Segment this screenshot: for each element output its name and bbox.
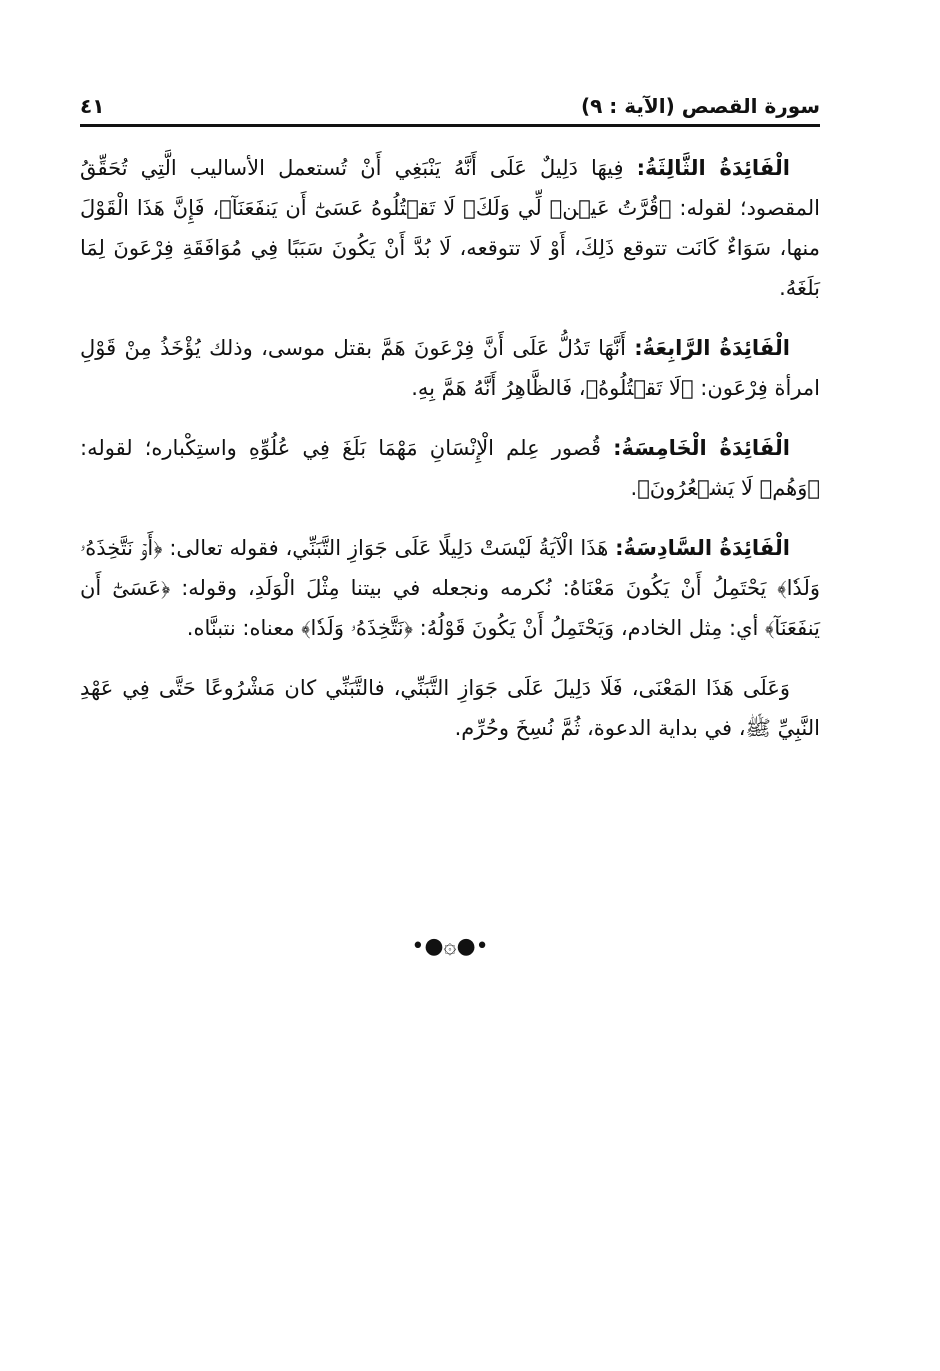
paragraph-fourth-benefit xyxy=(80,328,820,408)
page-body xyxy=(80,148,820,768)
paragraph-text: فِيهَا دَلِيلٌ عَلَى أَنَّهُ يَنْبَغِي أَنْ تُستعمل الأساليب الَّتِي تُحَقِّقُ المقصود؛ لقوله: ﴿قُرَّتُ عَيۡنٖ لِّي وَلَكَۖ لَا تَقۡتُلُوهُ عَسَىٰٓ أَن يَنفَعَنَآ﴾، فَإِنَّ هَذَا الْقَوْلَ منها، سَوَاءٌ كَانَت تتوقع ذَلِكَ، أَوْ لَا تتوقعه، لَا بُدَّ أَنْ يَكُونَ سَبَبًا فِي مُوَافَقَةِ فِرْعَونَ لِمَا بَلَغَهُ. xyxy=(80,156,820,300)
surah-title: سورة القصص (الآية : ٩) xyxy=(580,94,820,118)
paragraph-heading: الْفَائِدَةُ الرَّابِعَةُ: xyxy=(634,336,790,360)
paragraph-text: قُصور عِلم الْإِنْسَانِ مَهْمَا بَلَغَ فِي عُلُوِّهِ واستِكْباره؛ لقوله: ﴿وَهُمۡ لَا يَشۡعُرُونَ﴾. xyxy=(80,436,820,500)
paragraph-text: وَعَلَى هَذَا المَعْنَى، فَلَا دَلِيلَ عَلَى جَوَازِ التَّبَنِّي، فالتَّبَنِّي كان مَشْرُوعًا حَتَّى فِي عَهْدِ النَّبِيِّ ﷺ، في بداية الدعوة، ثُمَّ نُسِخَ وحُرِّم. xyxy=(80,676,820,740)
page-number: ٤١ xyxy=(80,94,105,118)
paragraph-text: هَذَا الْآيَةُ لَيْسَتْ دَلِيلًا عَلَى جَوَازِ التَّبَنِّي، فقوله تعالى: ﴿أَوۡ نَتَّخِذَهُۥ وَلَدٗا﴾ يَحْتَمِلُ أَنْ يَكُونَ مَعْنَاهُ: نُكرمه ونجعله في بيتنا مِثْلَ الْوَلَدِ، وقوله: ﴿عَسَىٰٓ أَن يَنفَعَنَآ﴾ أي: مِثل الخادم، وَيَحْتَمِلُ أَنْ يَكُونَ قَوْلُهُ: ﴿نَتَّخِذَهُۥ وَلَدٗا﴾ معناه: نتبنَّاه. xyxy=(80,536,820,640)
paragraph-text: أَنَّهَا تَدُلُّ عَلَى أَنَّ فِرْعَونَ هَمَّ بقتل موسى، وذلك يُؤْخَذُ مِنْ قَوْلِ امرأة فِرْعَون: ﴿لَا تَقۡتُلُوهُ﴾، فَالظَّاهِرُ أَنَّهُ هَمَّ بِهِ. xyxy=(80,336,820,400)
paragraph-heading: الْفَائِدَةُ الْخَامِسَةُ: xyxy=(613,436,791,460)
paragraph-fifth-benefit xyxy=(80,428,820,508)
paragraph-sixth-benefit xyxy=(80,528,820,648)
paragraph-conclusion xyxy=(80,668,820,748)
page-header xyxy=(80,92,820,122)
paragraph-third-benefit xyxy=(80,148,820,308)
paragraph-heading: الْفَائِدَةُ السَّادِسَةُ: xyxy=(615,536,790,560)
paragraph-heading: الْفَائِدَةُ الثَّالِثَةُ: xyxy=(636,156,790,180)
end-ornament-icon: •●۞●• xyxy=(411,934,489,959)
header-rule xyxy=(80,124,820,127)
